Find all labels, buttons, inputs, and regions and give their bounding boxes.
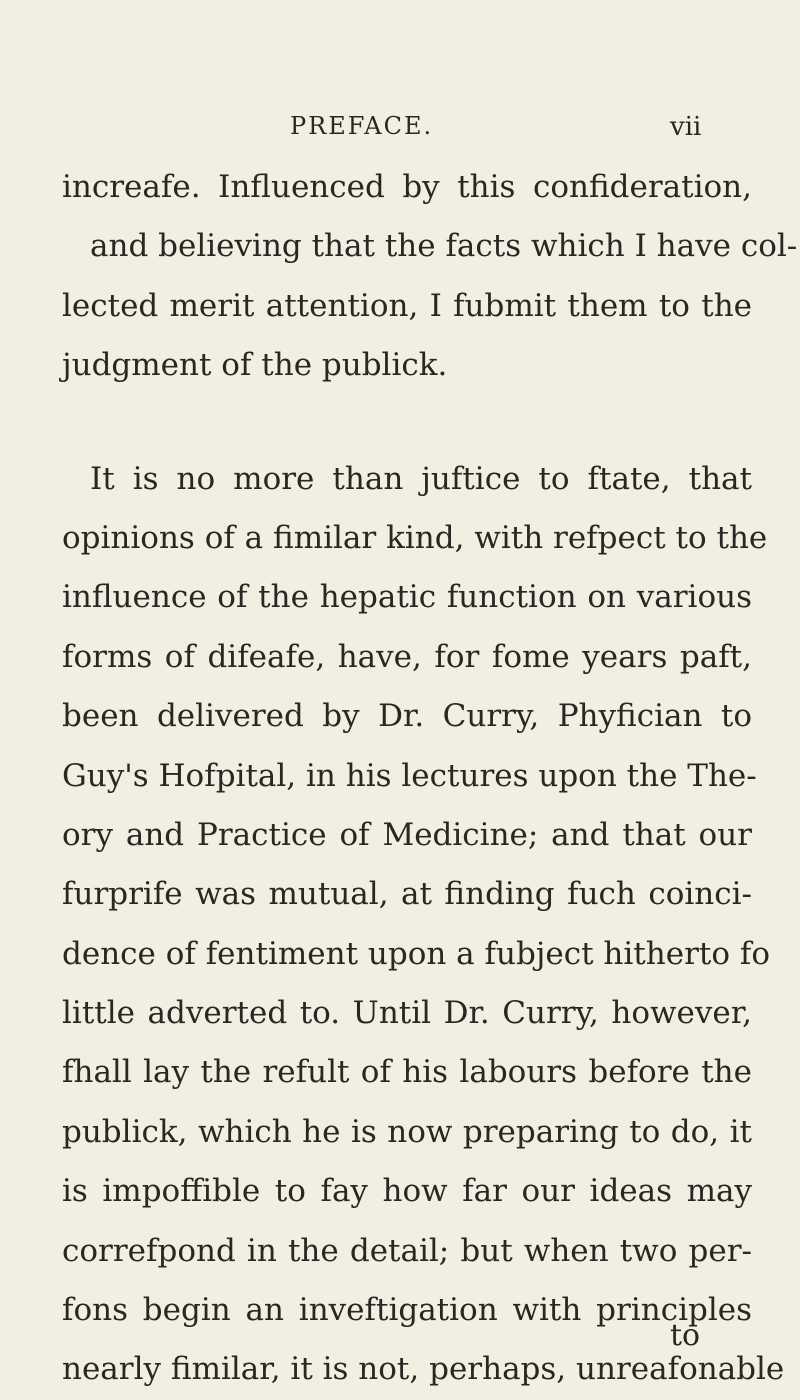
- text-line: publick, which he is now preparing to do, it: [62, 1113, 752, 1150]
- page-number: vii: [670, 112, 702, 142]
- text-line: is impoffible to fay how far our ideas may: [62, 1173, 752, 1210]
- text-line: dence of fentiment upon a fubject hitherto fo: [62, 935, 771, 972]
- text-line: little adverted to. Until Dr. Curry, however,: [62, 995, 752, 1032]
- text-line: forms of difeafe, have, for fome years paft,: [62, 638, 752, 675]
- catchword: to: [670, 1318, 701, 1353]
- text-line: nearly fimilar, it is not, perhaps, unreafonable: [62, 1351, 785, 1388]
- page-header: [0, 112, 800, 152]
- text-line: fhall lay the refult of his labours before the: [62, 1054, 752, 1091]
- text-line: influence of the hepatic function on various: [62, 579, 752, 616]
- text-line: correfpond in the detail; but when two per-: [62, 1232, 752, 1269]
- text-line: judgment of the publick.: [62, 347, 448, 384]
- text-line: opinions of a fimilar kind, with refpect to the: [62, 519, 768, 556]
- text-line: furprife was mutual, at finding fuch coinci-: [62, 876, 752, 913]
- text-line: It is no more than juftice to ftate, that: [90, 460, 752, 497]
- running-title: PREFACE.: [290, 112, 434, 140]
- text-line: ory and Practice of Medicine; and that our: [62, 816, 752, 853]
- text-line: and believing that the facts which I have col-: [90, 228, 798, 265]
- text-line: Guy's Hofpital, in his lectures upon the The-: [62, 757, 757, 794]
- text-line: been delivered by Dr. Curry, Phyfician to: [62, 698, 752, 735]
- text-line: lected merit attention, I fubmit them to the: [62, 287, 752, 324]
- catchword-line: [0, 1318, 800, 1358]
- paragraph-2: [62, 450, 785, 1400]
- text-line: fons begin an inveftigation with principles: [62, 1292, 752, 1329]
- body-text: [62, 158, 798, 1400]
- paragraph-1: [62, 158, 798, 396]
- paragraph-gap: [62, 396, 752, 450]
- text-line: increafe. Influenced by this confideration,: [62, 169, 752, 205]
